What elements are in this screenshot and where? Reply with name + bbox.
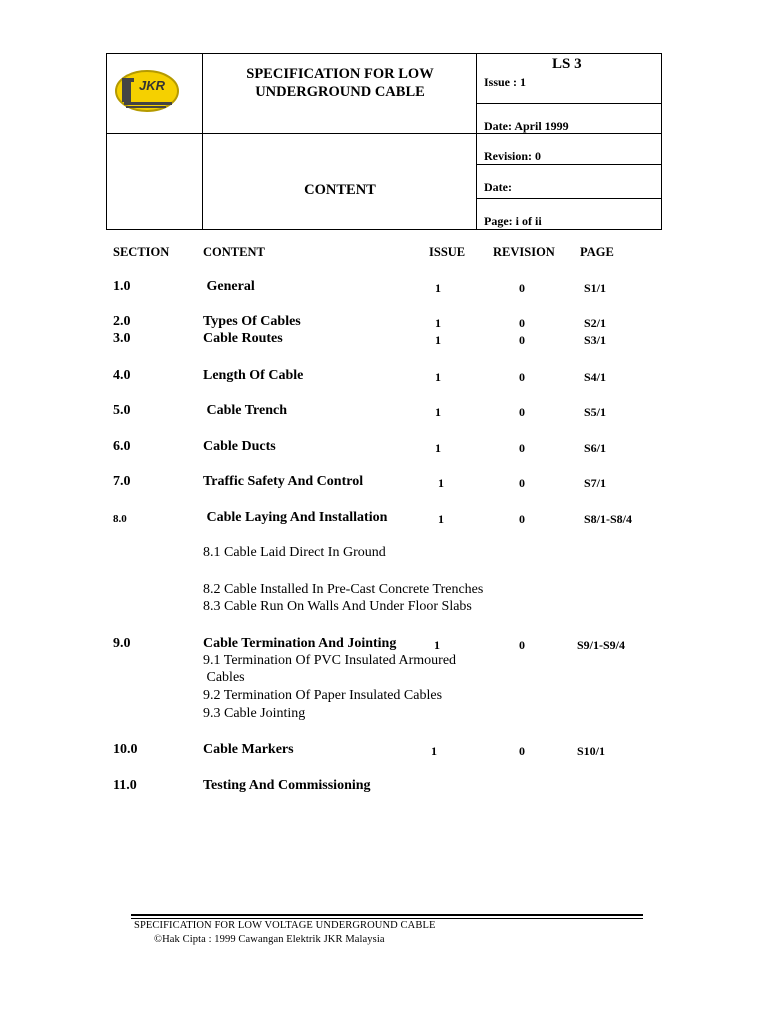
subsection-item: Cables [203,670,245,685]
column-header-content: CONTENT [203,245,265,259]
row-title: Types Of Cables [203,314,301,329]
subsection-item: 9.2 Termination Of Paper Insulated Cables [203,688,443,703]
row-title: General [203,279,255,294]
row-page: S10/1 [577,744,606,758]
row-revision: 0 [519,512,525,526]
row-title: Cable Laying And Installation [203,510,388,525]
logo-text: JKR [138,78,166,93]
row-revision: 0 [519,476,525,490]
row-section-number: 6.0 [113,439,131,454]
row-section-number: 9.0 [113,636,131,651]
row-section-number: 5.0 [113,403,131,418]
row-revision: 0 [519,638,525,652]
row-revision: 0 [519,744,525,758]
revision-label: Revision: 0 [484,149,541,163]
header-cell-divider [476,164,662,165]
issue-label: Issue : 1 [484,75,527,89]
row-revision: 0 [519,405,525,419]
issue-date: Date: April 1999 [484,119,569,133]
row-section-number: 7.0 [113,474,131,489]
column-header-section: SECTION [113,245,170,259]
row-issue: 1 [435,405,441,419]
row-issue: 1 [435,316,441,330]
row-page: S5/1 [584,405,607,419]
footer-copyright: ©Hak Cipta : 1999 Cawangan Elektrik JKR Malaysia [154,934,385,945]
row-revision: 0 [519,316,525,330]
subsection-item: 8.2 Cable Installed In Pre-Cast Concrete Trenches [203,582,484,597]
row-issue: 1 [435,333,441,347]
row-title: Traffic Safety And Control [203,474,364,489]
row-page: S3/1 [584,333,607,347]
row-page: S2/1 [584,316,607,330]
row-section-number: 2.0 [113,314,131,329]
row-issue: 1 [431,744,437,758]
row-issue: 1 [438,512,444,526]
row-issue: 1 [435,370,441,384]
row-title: Testing And Commissioning [203,778,371,793]
row-issue: 1 [435,441,441,455]
row-issue: 1 [434,638,440,652]
row-page: S6/1 [584,441,607,455]
subsection-item: 9.1 Termination Of PVC Insulated Armoured [203,653,457,668]
header-cell-divider [476,198,662,199]
page-number: Page: i of ii [484,214,542,228]
footer-rule [131,918,643,919]
header-cell-divider [476,103,662,104]
column-header-page: PAGE [580,245,614,259]
row-section-number: 4.0 [113,368,131,383]
document-title-line2: UNDERGROUND CABLE [255,84,425,100]
document-title-line1: SPECIFICATION FOR LOW [246,66,434,82]
jkr-logo [114,68,180,114]
row-title: Cable Markers [203,742,294,757]
subsection-item: 8.3 Cable Run On Walls And Under Floor Slabs [203,599,472,614]
row-title: Cable Termination And Jointing [203,636,397,651]
column-header-issue: ISSUE [429,245,466,259]
row-revision: 0 [519,370,525,384]
document-title [204,65,476,101]
header-row-divider [106,133,662,134]
row-page: S4/1 [584,370,607,384]
row-section-number: 1.0 [113,279,131,294]
revision-date: Date: [484,180,512,194]
footer-title: SPECIFICATION FOR LOW VOLTAGE UNDERGROUND CABLE [134,920,436,931]
row-section-number: 11.0 [113,778,137,793]
column-header-revision: REVISION [493,245,555,259]
row-page: S8/1-S8/4 [584,512,633,526]
row-section-number: 8.0 [113,513,127,525]
subsection-item: 9.3 Cable Jointing [203,706,306,721]
footer-rule [131,914,643,916]
row-title: Length Of Cable [203,368,304,383]
header-divider-left [202,53,203,230]
row-page: S7/1 [584,476,607,490]
row-revision: 0 [519,333,525,347]
row-title: Cable Ducts [203,439,276,454]
row-revision: 0 [519,281,525,295]
section-title: CONTENT [304,182,376,198]
subsection-item: 8.1 Cable Laid Direct In Ground [203,545,386,560]
row-page: S9/1-S9/4 [577,638,626,652]
row-revision: 0 [519,441,525,455]
doc-code: LS 3 [552,56,582,72]
row-issue: 1 [438,476,444,490]
row-page: S1/1 [584,281,607,295]
row-section-number: 10.0 [113,742,138,757]
header-divider-right [476,53,477,230]
row-title: Cable Routes [203,331,283,346]
row-section-number: 3.0 [113,331,131,346]
row-issue: 1 [435,281,441,295]
row-title: Cable Trench [203,403,288,418]
